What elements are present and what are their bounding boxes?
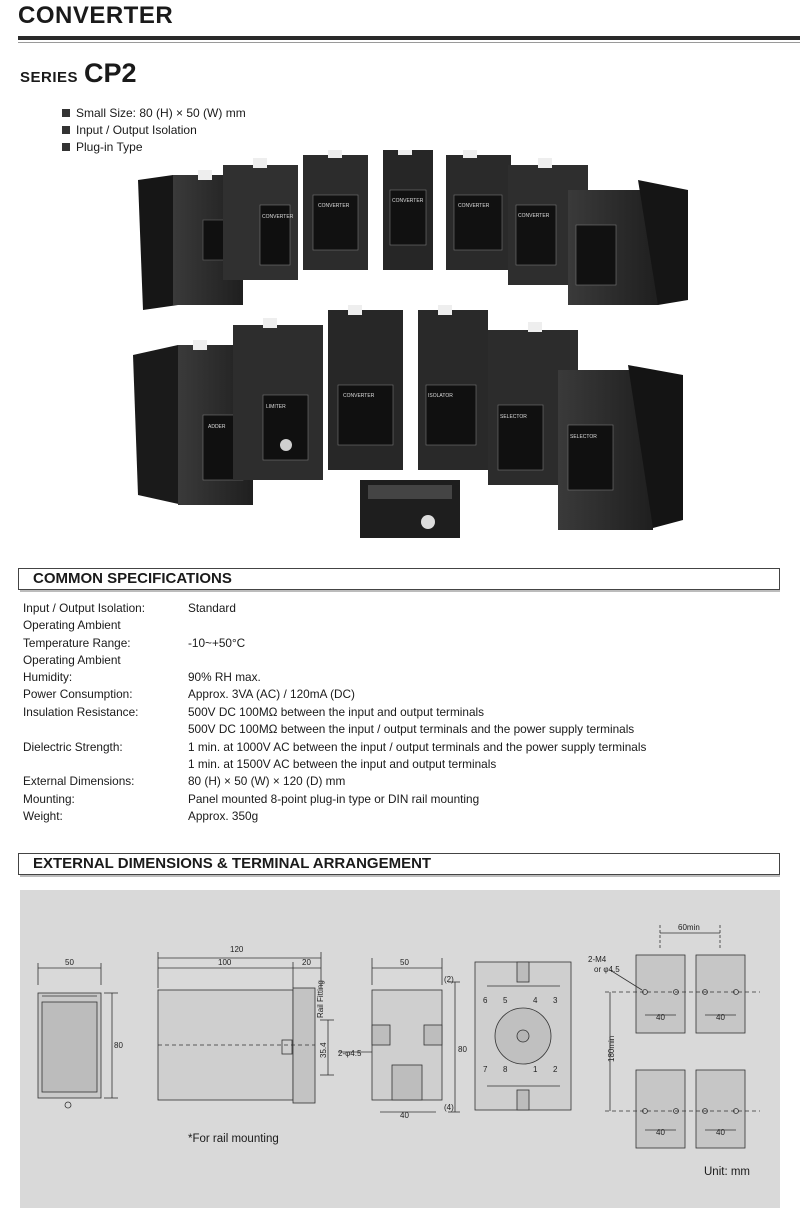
spec-label: External Dimensions: bbox=[23, 774, 135, 788]
module-unit bbox=[418, 305, 488, 470]
page-title: CONVERTER bbox=[18, 2, 174, 29]
section-header-dimensions bbox=[18, 853, 780, 875]
front-view bbox=[38, 963, 118, 1108]
dim-panel-spacing-h: 60min bbox=[678, 923, 700, 932]
dim-panel-pitch: 40 bbox=[716, 1013, 725, 1022]
module-label: CONVERTER bbox=[392, 198, 424, 204]
section-header-specs bbox=[18, 568, 780, 590]
section-shadow bbox=[20, 590, 780, 592]
spec-value: Panel mounted 8-point plug-in type or DIN rail mounting bbox=[188, 792, 480, 806]
module-label: LIMITER bbox=[266, 404, 286, 410]
spec-value: 1 min. at 1500V AC between the input and output terminals bbox=[188, 757, 497, 771]
spec-value: -10~+50°C bbox=[188, 636, 246, 650]
socket-side-view bbox=[338, 958, 460, 1112]
spec-value: Approx. 350g bbox=[188, 809, 259, 823]
dim-socket-bottom: (4) bbox=[444, 1103, 454, 1112]
module-unit bbox=[568, 180, 688, 305]
terminal-number: 8 bbox=[503, 1065, 508, 1074]
dim-panel-screw: 2-M4 bbox=[588, 955, 607, 964]
module-unit bbox=[233, 318, 323, 480]
module-label: CONVERTER bbox=[262, 214, 294, 220]
spec-value: 1 min. at 1000V AC between the input / output terminals and the power supply terminals bbox=[188, 740, 647, 754]
feature-item bbox=[62, 106, 246, 120]
socket-base bbox=[360, 480, 460, 538]
spec-value: 500V DC 100MΩ between the input and output terminals bbox=[188, 705, 485, 719]
dimension-drawings bbox=[20, 890, 780, 1208]
module-unit bbox=[558, 365, 683, 530]
dim-side-total: 120 bbox=[230, 945, 244, 954]
spec-label: Input / Output Isolation: bbox=[23, 601, 145, 615]
spec-label: Humidity: bbox=[23, 670, 73, 684]
spec-label: Mounting: bbox=[23, 792, 75, 806]
dim-panel-pitch: 40 bbox=[716, 1128, 725, 1137]
dim-side-ext: 20 bbox=[302, 958, 311, 967]
dim-front-width: 50 bbox=[65, 958, 74, 967]
spec-label: Power Consumption: bbox=[23, 687, 133, 701]
module-label: CONVERTER bbox=[343, 393, 375, 399]
spec-value: 500V DC 100MΩ between the input / output terminals and the power supply terminals bbox=[188, 722, 635, 736]
terminal-arrangement bbox=[475, 962, 571, 1110]
panel-cutout-layout bbox=[605, 925, 760, 1148]
series-code: CP2 bbox=[84, 58, 137, 88]
dim-rail-fitting: Rail Fitting bbox=[316, 980, 325, 1018]
spec-label: Temperature Range: bbox=[23, 636, 131, 650]
dim-panel-pitch: 40 bbox=[656, 1128, 665, 1137]
dim-panel-pitch: 40 bbox=[656, 1013, 665, 1022]
module-label: SELECTOR bbox=[570, 434, 597, 440]
feature-text: Input / Output Isolation bbox=[76, 123, 197, 137]
title-rule bbox=[18, 36, 800, 40]
terminal-number: 3 bbox=[553, 996, 558, 1005]
module-label: ADDER bbox=[208, 424, 226, 430]
bullet-square-icon bbox=[62, 109, 70, 117]
dim-side-body: 100 bbox=[218, 958, 232, 967]
spec-label: Operating Ambient bbox=[23, 618, 121, 632]
spec-value: 80 (H) × 50 (W) × 120 (D) mm bbox=[188, 774, 346, 788]
feature-text: Plug-in Type bbox=[76, 140, 143, 154]
spec-label: Operating Ambient bbox=[23, 653, 121, 667]
section-shadow bbox=[20, 875, 780, 877]
dim-socket-base: 40 bbox=[400, 1111, 409, 1120]
dim-front-height: 80 bbox=[114, 1041, 123, 1050]
terminal-number: 2 bbox=[553, 1065, 558, 1074]
terminal-number: 6 bbox=[483, 996, 488, 1005]
terminal-number: 1 bbox=[533, 1065, 538, 1074]
section-title: EXTERNAL DIMENSIONS & TERMINAL ARRANGEMENT bbox=[33, 855, 432, 872]
module-label: CONVERTER bbox=[458, 203, 490, 209]
module-unit bbox=[328, 305, 403, 470]
spec-value: Approx. 3VA (AC) / 120mA (DC) bbox=[188, 687, 355, 701]
terminal-number: 5 bbox=[503, 996, 508, 1005]
title-rule-thin bbox=[18, 42, 800, 43]
dim-socket-width: 50 bbox=[400, 958, 409, 967]
bullet-square-icon bbox=[62, 126, 70, 134]
dim-socket-top: (2) bbox=[444, 975, 454, 984]
spec-label: Weight: bbox=[23, 809, 63, 823]
terminal-number: 7 bbox=[483, 1065, 488, 1074]
series-prefix: SERIES bbox=[20, 69, 79, 86]
dim-rail-height: 35.4 bbox=[319, 1042, 328, 1058]
side-view bbox=[158, 952, 334, 1103]
module-label: SELECTOR bbox=[500, 414, 527, 420]
rail-mounting-note: *For rail mounting bbox=[188, 1133, 279, 1145]
dim-panel-spacing-v: 180min bbox=[607, 1035, 616, 1062]
module-label: CONVERTER bbox=[318, 203, 350, 209]
dim-socket-hole: 2-φ4.5 bbox=[338, 1049, 362, 1058]
spec-value: Standard bbox=[188, 601, 236, 615]
series-title bbox=[20, 58, 137, 89]
spec-label: Dielectric Strength: bbox=[23, 740, 123, 754]
feature-text: Small Size: 80 (H) × 50 (W) mm bbox=[76, 106, 246, 120]
spec-value: 90% RH max. bbox=[188, 670, 261, 684]
spec-label: Insulation Resistance: bbox=[23, 705, 139, 719]
dim-panel-screw-alt: or φ4.5 bbox=[594, 965, 620, 974]
bullet-square-icon bbox=[62, 143, 70, 151]
unit-note: Unit: mm bbox=[704, 1166, 750, 1178]
module-unit bbox=[223, 158, 298, 280]
product-photo bbox=[128, 150, 698, 545]
module-label: ISOLATOR bbox=[428, 393, 453, 399]
terminal-number: 4 bbox=[533, 996, 538, 1005]
module-unit bbox=[383, 150, 433, 270]
dim-socket-height: 80 bbox=[458, 1045, 467, 1054]
module-label: CONVERTER bbox=[518, 213, 550, 219]
feature-item bbox=[62, 123, 197, 137]
module-unit bbox=[446, 150, 511, 270]
module-unit bbox=[303, 150, 368, 270]
section-title: COMMON SPECIFICATIONS bbox=[33, 570, 232, 587]
